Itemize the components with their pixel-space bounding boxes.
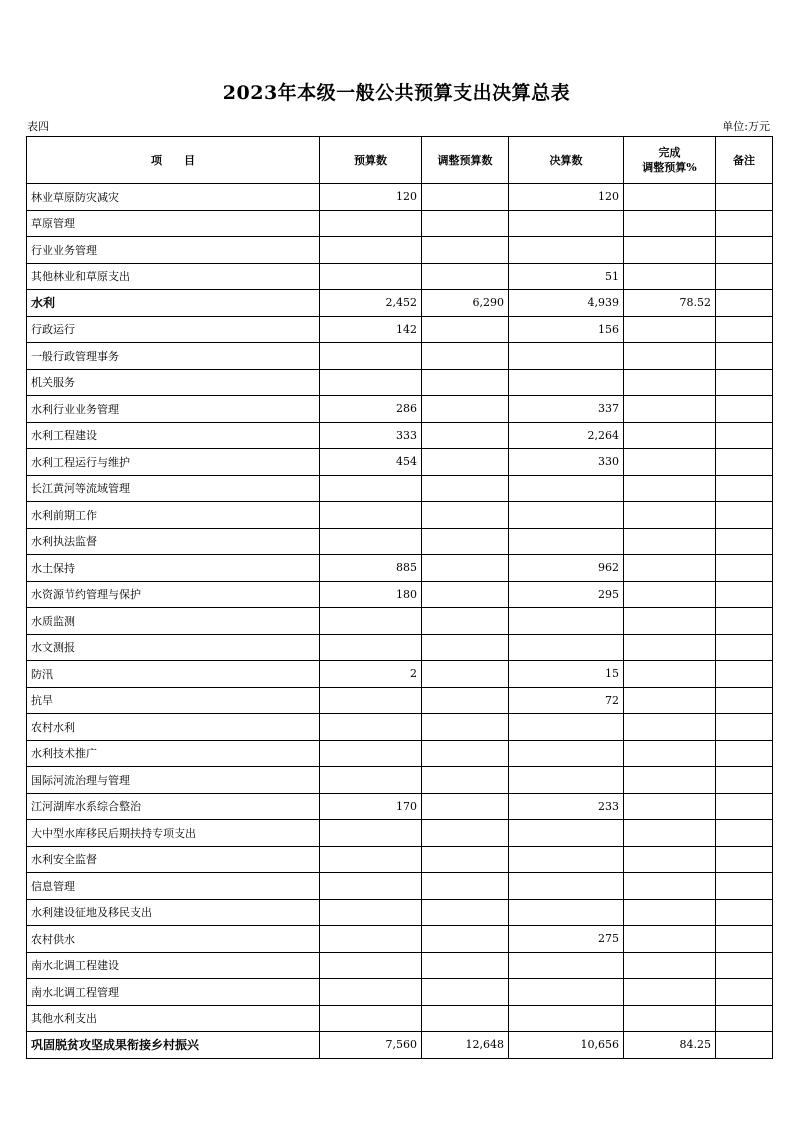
header-completion <box>624 137 716 184</box>
row-adjusted-cell <box>422 740 509 767</box>
row-final-cell <box>509 502 624 529</box>
budget-table <box>26 136 773 1059</box>
table-row <box>27 1032 773 1059</box>
table-row <box>27 581 773 608</box>
row-budget-cell <box>320 979 422 1006</box>
row-budget-cell <box>320 263 422 290</box>
row-name-cell: 水土保持 <box>27 555 320 582</box>
row-budget-cell <box>320 237 422 264</box>
row-note-cell <box>716 846 773 873</box>
row-completion-cell <box>624 343 716 370</box>
table-row <box>27 422 773 449</box>
row-adjusted-cell <box>422 502 509 529</box>
row-budget-cell <box>320 687 422 714</box>
table-row <box>27 634 773 661</box>
row-completion-cell <box>624 184 716 211</box>
row-adjusted-cell <box>422 952 509 979</box>
table-header-row <box>27 137 773 184</box>
row-budget-cell: 333 <box>320 422 422 449</box>
row-note-cell <box>716 687 773 714</box>
row-note-cell <box>716 979 773 1006</box>
header-final: 决算数 <box>509 137 624 184</box>
row-final-cell <box>509 343 624 370</box>
row-note-cell <box>716 820 773 847</box>
row-completion-cell <box>624 608 716 635</box>
row-adjusted-cell <box>422 979 509 1006</box>
row-note-cell <box>716 581 773 608</box>
row-name-cell: 水利 <box>27 290 320 317</box>
row-budget-cell <box>320 873 422 900</box>
row-name-cell: 林业草原防灾减灾 <box>27 184 320 211</box>
table-row <box>27 793 773 820</box>
row-adjusted-cell <box>422 926 509 953</box>
row-completion-cell <box>624 555 716 582</box>
row-budget-cell <box>320 767 422 794</box>
row-budget-cell <box>320 714 422 741</box>
row-final-cell <box>509 528 624 555</box>
table-row <box>27 316 773 343</box>
table-row <box>27 714 773 741</box>
table-row <box>27 1005 773 1032</box>
header-completion-line1: 完成 <box>658 146 681 159</box>
row-final-cell: 337 <box>509 396 624 423</box>
table-row <box>27 555 773 582</box>
row-note-cell <box>716 740 773 767</box>
row-note-cell <box>716 714 773 741</box>
row-adjusted-cell <box>422 581 509 608</box>
row-name-cell: 国际河流治理与管理 <box>27 767 320 794</box>
row-budget-cell <box>320 475 422 502</box>
row-completion-cell <box>624 1005 716 1032</box>
row-completion-cell <box>624 316 716 343</box>
row-note-cell <box>716 422 773 449</box>
row-adjusted-cell <box>422 873 509 900</box>
row-completion-cell <box>624 396 716 423</box>
row-budget-cell <box>320 369 422 396</box>
row-completion-cell <box>624 502 716 529</box>
row-budget-cell: 885 <box>320 555 422 582</box>
row-completion-cell <box>624 661 716 688</box>
row-name-cell: 水利行业业务管理 <box>27 396 320 423</box>
row-name-cell: 水质监测 <box>27 608 320 635</box>
row-final-cell: 233 <box>509 793 624 820</box>
row-adjusted-cell <box>422 422 509 449</box>
row-note-cell <box>716 899 773 926</box>
row-final-cell <box>509 767 624 794</box>
row-name-cell: 机关服务 <box>27 369 320 396</box>
table-row <box>27 899 773 926</box>
row-name-cell: 水资源节约管理与保护 <box>27 581 320 608</box>
row-completion-cell <box>624 422 716 449</box>
row-completion-cell <box>624 237 716 264</box>
row-completion-cell <box>624 634 716 661</box>
row-name-cell: 水利安全监督 <box>27 846 320 873</box>
table-row <box>27 184 773 211</box>
row-adjusted-cell <box>422 1005 509 1032</box>
row-adjusted-cell <box>422 237 509 264</box>
row-adjusted-cell <box>422 210 509 237</box>
row-final-cell: 10,656 <box>509 1032 624 1059</box>
row-final-cell: 295 <box>509 581 624 608</box>
table-row <box>27 979 773 1006</box>
page-title: 2023年本级一般公共预算支出决算总表 <box>222 82 571 104</box>
row-adjusted-cell <box>422 820 509 847</box>
row-completion-cell <box>624 952 716 979</box>
row-name-cell: 南水北调工程管理 <box>27 979 320 1006</box>
row-budget-cell <box>320 846 422 873</box>
row-budget-cell <box>320 820 422 847</box>
row-budget-cell: 7,560 <box>320 1032 422 1059</box>
row-budget-cell <box>320 210 422 237</box>
table-row <box>27 369 773 396</box>
row-name-cell: 水利技术推广 <box>27 740 320 767</box>
row-final-cell <box>509 608 624 635</box>
row-name-cell: 江河湖库水系综合整治 <box>27 793 320 820</box>
row-adjusted-cell <box>422 793 509 820</box>
row-final-cell: 120 <box>509 184 624 211</box>
table-row <box>27 237 773 264</box>
table-label: 表四 <box>27 120 49 133</box>
header-adjusted: 调整预算数 <box>422 137 509 184</box>
header-item: 项 目 <box>27 137 320 184</box>
row-final-cell: 275 <box>509 926 624 953</box>
row-note-cell <box>716 343 773 370</box>
row-adjusted-cell: 6,290 <box>422 290 509 317</box>
row-completion-cell <box>624 687 716 714</box>
row-note-cell <box>716 263 773 290</box>
row-adjusted-cell <box>422 661 509 688</box>
row-name-cell: 大中型水库移民后期扶持专项支出 <box>27 820 320 847</box>
row-adjusted-cell <box>422 846 509 873</box>
row-note-cell <box>716 237 773 264</box>
table-row <box>27 687 773 714</box>
row-final-cell: 51 <box>509 263 624 290</box>
row-name-cell: 防汛 <box>27 661 320 688</box>
row-budget-cell <box>320 634 422 661</box>
row-budget-cell: 2,452 <box>320 290 422 317</box>
table-row <box>27 396 773 423</box>
row-note-cell <box>716 502 773 529</box>
row-budget-cell <box>320 528 422 555</box>
row-final-cell: 962 <box>509 555 624 582</box>
row-final-cell: 72 <box>509 687 624 714</box>
row-adjusted-cell <box>422 369 509 396</box>
row-note-cell <box>716 555 773 582</box>
row-final-cell <box>509 873 624 900</box>
row-note-cell <box>716 767 773 794</box>
row-adjusted-cell <box>422 714 509 741</box>
row-name-cell: 南水北调工程建设 <box>27 952 320 979</box>
row-completion-cell <box>624 263 716 290</box>
row-adjusted-cell <box>422 396 509 423</box>
row-note-cell <box>716 1005 773 1032</box>
row-note-cell <box>716 952 773 979</box>
row-budget-cell <box>320 952 422 979</box>
row-name-cell: 巩固脱贫攻坚成果衔接乡村振兴 <box>27 1032 320 1059</box>
row-adjusted-cell <box>422 767 509 794</box>
row-name-cell: 行业业务管理 <box>27 237 320 264</box>
row-name-cell: 一般行政管理事务 <box>27 343 320 370</box>
row-name-cell: 信息管理 <box>27 873 320 900</box>
row-final-cell <box>509 1005 624 1032</box>
row-budget-cell: 454 <box>320 449 422 476</box>
table-row <box>27 290 773 317</box>
row-final-cell <box>509 740 624 767</box>
row-adjusted-cell <box>422 687 509 714</box>
row-completion-cell: 78.52 <box>624 290 716 317</box>
row-name-cell: 水利工程建设 <box>27 422 320 449</box>
row-budget-cell: 286 <box>320 396 422 423</box>
row-note-cell <box>716 290 773 317</box>
row-completion-cell <box>624 714 716 741</box>
row-completion-cell <box>624 449 716 476</box>
row-name-cell: 水利建设征地及移民支出 <box>27 899 320 926</box>
table-row <box>27 502 773 529</box>
row-final-cell <box>509 237 624 264</box>
table-row <box>27 846 773 873</box>
row-adjusted-cell <box>422 555 509 582</box>
row-name-cell: 长江黄河等流域管理 <box>27 475 320 502</box>
row-note-cell <box>716 449 773 476</box>
table-row <box>27 740 773 767</box>
row-budget-cell: 2 <box>320 661 422 688</box>
row-budget-cell <box>320 926 422 953</box>
row-final-cell <box>509 899 624 926</box>
row-final-cell <box>509 846 624 873</box>
row-budget-cell <box>320 608 422 635</box>
table-row <box>27 343 773 370</box>
table-row <box>27 263 773 290</box>
row-budget-cell <box>320 899 422 926</box>
table-row <box>27 528 773 555</box>
row-adjusted-cell <box>422 449 509 476</box>
row-final-cell: 156 <box>509 316 624 343</box>
row-final-cell <box>509 979 624 1006</box>
row-budget-cell: 170 <box>320 793 422 820</box>
row-completion-cell <box>624 926 716 953</box>
row-name-cell: 其他林业和草原支出 <box>27 263 320 290</box>
row-budget-cell: 180 <box>320 581 422 608</box>
table-row <box>27 661 773 688</box>
header-completion-line2: 调整预算% <box>642 161 697 174</box>
row-adjusted-cell: 12,648 <box>422 1032 509 1059</box>
row-completion-cell <box>624 899 716 926</box>
row-note-cell <box>716 1032 773 1059</box>
row-final-cell <box>509 820 624 847</box>
row-budget-cell <box>320 1005 422 1032</box>
row-name-cell: 农村水利 <box>27 714 320 741</box>
table-row <box>27 210 773 237</box>
table-row <box>27 952 773 979</box>
row-note-cell <box>716 369 773 396</box>
row-note-cell <box>716 793 773 820</box>
row-budget-cell <box>320 343 422 370</box>
row-final-cell <box>509 634 624 661</box>
table-row <box>27 767 773 794</box>
row-completion-cell <box>624 581 716 608</box>
row-note-cell <box>716 184 773 211</box>
row-final-cell: 2,264 <box>509 422 624 449</box>
row-name-cell: 水文测报 <box>27 634 320 661</box>
row-note-cell <box>716 608 773 635</box>
row-name-cell: 其他水利支出 <box>27 1005 320 1032</box>
table-row <box>27 873 773 900</box>
row-completion-cell: 84.25 <box>624 1032 716 1059</box>
row-adjusted-cell <box>422 528 509 555</box>
table-row <box>27 820 773 847</box>
row-completion-cell <box>624 210 716 237</box>
row-final-cell <box>509 210 624 237</box>
row-final-cell: 330 <box>509 449 624 476</box>
header-note: 备注 <box>716 137 773 184</box>
row-completion-cell <box>624 475 716 502</box>
row-adjusted-cell <box>422 263 509 290</box>
row-completion-cell <box>624 369 716 396</box>
table-row <box>27 926 773 953</box>
row-note-cell <box>716 475 773 502</box>
row-name-cell: 行政运行 <box>27 316 320 343</box>
row-name-cell: 草原管理 <box>27 210 320 237</box>
row-budget-cell: 142 <box>320 316 422 343</box>
header-budget: 预算数 <box>320 137 422 184</box>
table-row <box>27 449 773 476</box>
row-completion-cell <box>624 767 716 794</box>
row-name-cell: 水利执法监督 <box>27 528 320 555</box>
row-adjusted-cell <box>422 899 509 926</box>
row-note-cell <box>716 926 773 953</box>
row-note-cell <box>716 634 773 661</box>
row-final-cell <box>509 475 624 502</box>
table-row <box>27 475 773 502</box>
row-name-cell: 水利工程运行与维护 <box>27 449 320 476</box>
row-adjusted-cell <box>422 316 509 343</box>
row-name-cell: 抗旱 <box>27 687 320 714</box>
row-name-cell: 水利前期工作 <box>27 502 320 529</box>
row-adjusted-cell <box>422 475 509 502</box>
row-adjusted-cell <box>422 634 509 661</box>
row-completion-cell <box>624 740 716 767</box>
row-completion-cell <box>624 846 716 873</box>
unit-label: 单位:万元 <box>722 120 770 133</box>
row-note-cell <box>716 316 773 343</box>
row-completion-cell <box>624 528 716 555</box>
row-budget-cell: 120 <box>320 184 422 211</box>
row-name-cell: 农村供水 <box>27 926 320 953</box>
row-completion-cell <box>624 820 716 847</box>
row-adjusted-cell <box>422 184 509 211</box>
row-budget-cell <box>320 740 422 767</box>
row-completion-cell <box>624 979 716 1006</box>
row-completion-cell <box>624 793 716 820</box>
row-final-cell: 4,939 <box>509 290 624 317</box>
row-budget-cell <box>320 502 422 529</box>
table-row <box>27 608 773 635</box>
row-adjusted-cell <box>422 608 509 635</box>
row-note-cell <box>716 528 773 555</box>
row-note-cell <box>716 210 773 237</box>
row-final-cell <box>509 714 624 741</box>
row-final-cell: 15 <box>509 661 624 688</box>
row-completion-cell <box>624 873 716 900</box>
row-adjusted-cell <box>422 343 509 370</box>
row-note-cell <box>716 873 773 900</box>
row-note-cell <box>716 661 773 688</box>
row-final-cell <box>509 369 624 396</box>
row-note-cell <box>716 396 773 423</box>
row-final-cell <box>509 952 624 979</box>
